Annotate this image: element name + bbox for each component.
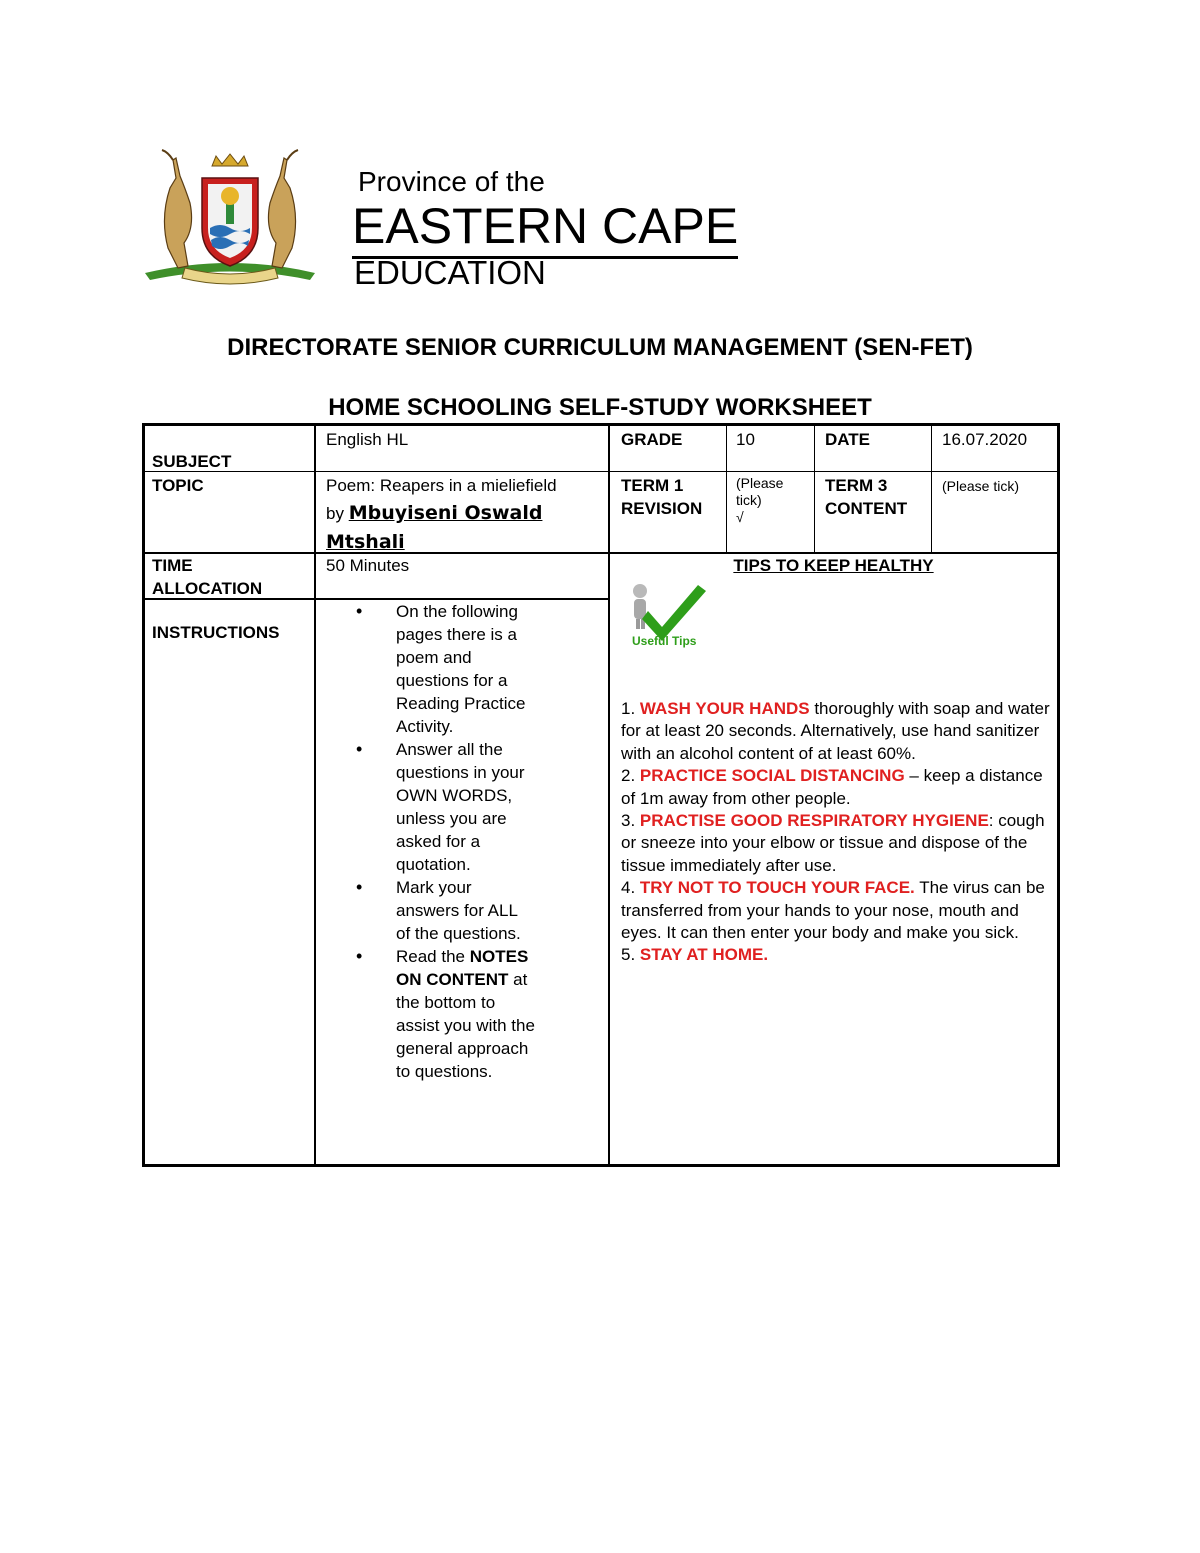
instruction-item: [316, 945, 536, 1083]
worksheet-table: [142, 423, 1060, 1167]
term1-tick-line-2: tick): [736, 492, 762, 508]
subject-label: SUBJECT: [152, 452, 232, 471]
date-value: 16.07.2020: [942, 430, 1028, 449]
tip-2: [621, 765, 1051, 810]
tip-3-heading: PRACTISE GOOD RESPIRATORY HYGIENE: [639, 811, 989, 831]
department-name: EDUCATION: [354, 254, 546, 291]
directorate-heading: DIRECTORATE SENIOR CURRICULUM MANAGEMENT (SEN-FET): [227, 334, 973, 361]
province-of-label: Province of the: [358, 166, 545, 197]
grade-value: 10: [736, 430, 755, 449]
tip-1-number: 1.: [621, 699, 640, 718]
term3-label: [825, 474, 907, 520]
term3-label-line-1: TERM 3: [825, 476, 888, 495]
term1-label: [621, 474, 702, 520]
tip-4: [621, 877, 1051, 944]
instruction-read-the: Read the: [396, 947, 465, 966]
tips-list: [621, 698, 1051, 967]
term1-tick-box[interactable]: [736, 475, 783, 526]
tip-1-heading: WASH YOUR HANDS: [639, 699, 810, 718]
worksheet-title: HOME SCHOOLING SELF-STUDY WORKSHEET: [328, 394, 872, 421]
tip-4-heading: TRY NOT TO TOUCH YOUR FACE.: [639, 878, 915, 898]
topic-by: by: [326, 504, 344, 523]
instructions-list: [316, 600, 608, 1083]
coat-of-arms-icon: [140, 148, 320, 293]
term1-tick-mark: √: [736, 509, 744, 525]
tip-3: [621, 810, 1051, 877]
topic-author-line-1: Mbuyiseni Oswald: [348, 502, 543, 524]
tip-4-number: 4.: [621, 878, 640, 898]
tip-5: [621, 944, 1051, 966]
tip-5-number: 5.: [621, 945, 640, 965]
date-label: DATE: [825, 430, 871, 449]
instruction-read-rest: at the bottom to assist you with the general approach to questions.: [396, 970, 535, 1081]
tip-1: [621, 698, 1051, 765]
time-allocation-value: 50 Minutes: [326, 556, 410, 575]
tips-heading: TIPS TO KEEP HEALTHY: [733, 556, 934, 575]
topic-value: [326, 474, 606, 557]
tip-2-heading: PRACTICE SOCIAL DISTANCING: [639, 766, 905, 786]
tip-2-text: – keep a distance of 1m away from other people.: [621, 766, 1043, 808]
grade-label: GRADE: [621, 430, 683, 449]
subject-value: English HL: [326, 430, 409, 449]
instruction-item: • Mark your answers for ALL of the questions.: [316, 876, 536, 945]
province-name: EASTERN CAPE: [352, 198, 738, 259]
tip-5-heading: STAY AT HOME.: [639, 945, 769, 965]
term1-label-line-2: REVISION: [621, 499, 703, 518]
topic-label: TOPIC: [152, 476, 204, 495]
term1-label-line-1: TERM 1: [621, 476, 684, 495]
term1-tick-line-1: (Please: [736, 475, 784, 491]
tip-4-text: The virus can be transferred from your hands to your nose, mouth and eyes. It can then enter your body and make you sick.: [621, 878, 1045, 943]
tip-1-text: thoroughly with soap and water for at least 20 seconds. Alternatively, use hand sanitizer with an alcohol content of at least 60%.: [621, 699, 1050, 763]
instructions-label: INSTRUCTIONS: [152, 623, 280, 642]
tip-3-number: 3.: [621, 811, 640, 831]
term3-label-line-2: CONTENT: [825, 499, 908, 518]
tip-2-number: 2.: [621, 766, 640, 786]
time-label-line-1: TIME: [152, 556, 193, 575]
time-allocation-label: [152, 554, 262, 600]
useful-tips-text: Useful Tips: [632, 634, 697, 648]
term3-tick-box[interactable]: (Please tick): [942, 478, 1020, 494]
useful-tips-icon: [618, 581, 708, 653]
instruction-item: • On the following pages there is a poem and questions for a Reading Practice Activity.: [316, 600, 536, 738]
instruction-notes-on-content: NOTES ON CONTENT: [396, 947, 529, 989]
time-label-line-2: ALLOCATION: [152, 579, 263, 598]
topic-author-line-2: Mtshali: [326, 531, 405, 553]
instruction-item: • Answer all the questions in your OWN WORDS, unless you are asked for a quotation.: [316, 738, 536, 876]
tip-3-text: : cough or sneeze into your elbow or tissue and dispose of the tissue immediately after use.: [621, 811, 1045, 875]
topic-title: Poem: Reapers in a mieliefield: [326, 476, 557, 495]
